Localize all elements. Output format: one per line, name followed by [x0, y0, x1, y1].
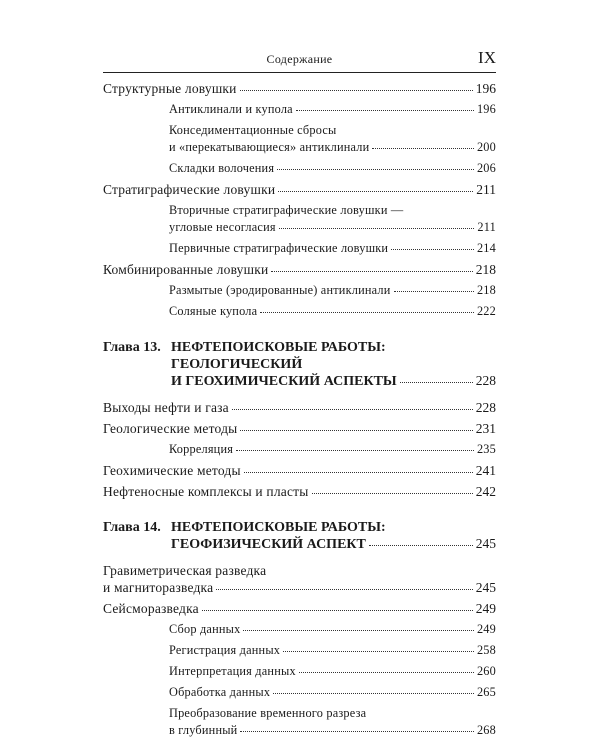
- chapter-title-line: ГЕОЛОГИЧЕСКИЙ: [171, 357, 303, 372]
- dot-leader: [278, 190, 473, 192]
- toc-entry-gravimetric-magnetic[interactable]: [103, 579, 496, 596]
- toc-entry-label-line: Гравиметрическая разведка: [103, 563, 267, 578]
- toc-entry-label: Интерпретация данных: [169, 664, 296, 678]
- dot-leader: [296, 109, 474, 111]
- toc-entry-label: Геологические методы: [103, 421, 238, 436]
- toc-entry-label: Сбор данных: [169, 622, 241, 636]
- toc-entry-seismic-exploration[interactable]: [103, 600, 496, 617]
- dot-leader: [260, 311, 474, 313]
- dot-leader: [400, 382, 473, 383]
- toc-entry-label: Нефтеносные комплексы и пласты: [103, 484, 309, 499]
- toc-entry-page: 214: [476, 241, 496, 255]
- toc-entry-page: 235: [476, 442, 496, 456]
- toc-entry-label: Размытые (эродированные) антиклинали: [169, 283, 391, 297]
- toc-entry-data-processing[interactable]: [103, 684, 496, 701]
- toc-entry-data-recording[interactable]: [103, 642, 496, 659]
- chapter-title: ГЕОФИЗИЧЕСКИЙ АСПЕКТ: [171, 537, 366, 552]
- dot-leader: [240, 730, 473, 732]
- toc-entry-data-acquisition[interactable]: [103, 621, 496, 638]
- chapter-title-line: [103, 519, 496, 536]
- dot-leader: [391, 248, 474, 250]
- chapter-13-heading[interactable]: [103, 339, 496, 390]
- toc-entry-label: Корреляция: [169, 442, 234, 456]
- toc-entry-page: 200: [476, 140, 496, 154]
- toc-entry-drag-folds[interactable]: [103, 160, 496, 177]
- toc-entry-page: 241: [475, 463, 496, 478]
- toc-entry-salt-domes[interactable]: [103, 303, 496, 320]
- toc-entry-label: Стратиграфические ловушки: [103, 182, 276, 197]
- toc-entry-label: Складки волочения: [169, 161, 275, 175]
- toc-entry-page: 258: [476, 643, 496, 657]
- toc-entry-label-line: Вторичные стратиграфические ловушки —: [169, 203, 404, 217]
- toc-entry-label: Соляные купола: [169, 304, 258, 318]
- toc-entry-page: 249: [476, 622, 496, 636]
- toc-entry-label: и «перекатывающиеся» антиклинали: [169, 140, 370, 154]
- toc-entry-anticlines[interactable]: [103, 101, 496, 118]
- toc-entry-correlation[interactable]: [103, 441, 496, 458]
- dot-leader: [369, 545, 473, 546]
- dot-leader: [243, 629, 473, 631]
- dot-leader: [299, 671, 474, 673]
- toc-entry-primary-stratigraphic-traps[interactable]: [103, 240, 496, 257]
- toc-entry-geological-methods[interactable]: [103, 420, 496, 437]
- toc-entry-page: 211: [476, 182, 496, 197]
- dot-leader: [271, 270, 472, 272]
- page-header: [103, 50, 496, 73]
- chapter-number: Глава 14.: [103, 520, 161, 535]
- toc-entry-page: 245: [475, 536, 496, 551]
- toc-entry-page: 242: [475, 484, 496, 499]
- toc-entry-label: Антиклинали и купола: [169, 102, 293, 116]
- toc-entry-page: 206: [476, 161, 496, 175]
- toc-entry-synsedimentary-faults[interactable]: [103, 139, 496, 156]
- toc-entry-page: 245: [475, 580, 496, 595]
- toc-entry-label: Сейсморазведка: [103, 601, 199, 616]
- toc-entry-label-line: Конседиментационные сбросы: [169, 123, 337, 137]
- toc-entry-label: Структурные ловушки: [103, 81, 237, 96]
- toc-entry-oil-bearing-complexes[interactable]: [103, 483, 496, 500]
- chapter-title: НЕФТЕПОИСКОВЫЕ РАБОТЫ:: [171, 340, 386, 355]
- toc-entry-page: 265: [476, 685, 496, 699]
- toc-entry-label: угловые несогласия: [169, 220, 276, 234]
- toc-entry-page: 260: [476, 664, 496, 678]
- dot-leader: [202, 609, 473, 611]
- dot-leader: [240, 429, 472, 431]
- chapter-title-last-line: [103, 536, 496, 553]
- toc-entry-data-interpretation[interactable]: [103, 663, 496, 680]
- toc-entry-page: 211: [477, 220, 496, 234]
- toc-entry-label: Комбинированные ловушки: [103, 262, 269, 277]
- dot-leader: [216, 588, 472, 590]
- toc-entry-label: и магниторазведка: [103, 580, 214, 595]
- toc-entry-page: 231: [475, 421, 496, 436]
- toc-entry-page: 196: [476, 102, 496, 116]
- toc-entry-structural-traps[interactable]: [103, 80, 496, 97]
- toc-entry-page: 249: [475, 601, 496, 616]
- toc-entry-label-line: Преобразование временного разреза: [169, 706, 367, 720]
- toc-entry-geochemical-methods[interactable]: [103, 462, 496, 479]
- toc-entry-stratigraphic-traps[interactable]: [103, 181, 496, 198]
- toc-entry-page: 218: [475, 262, 496, 277]
- dot-leader: [279, 227, 475, 229]
- dot-leader: [312, 492, 473, 494]
- dot-leader: [283, 650, 474, 652]
- dot-leader: [273, 692, 474, 694]
- page-number: IX: [478, 48, 496, 67]
- toc-entry-label: в глубинный: [169, 723, 238, 737]
- toc-entry-angular-unconformities[interactable]: [103, 219, 496, 236]
- toc-entry-label: Регистрация данных: [169, 643, 281, 657]
- toc-entry-page: 218: [476, 283, 496, 297]
- chapter-number: Глава 13.: [103, 340, 161, 355]
- toc-entry-label: Первичные стратиграфические ловушки: [169, 241, 389, 255]
- dot-leader: [394, 290, 474, 292]
- toc-entry-oil-gas-seeps[interactable]: [103, 399, 496, 416]
- toc-entry-page: 222: [476, 304, 496, 318]
- toc-entry-time-to-depth-conversion[interactable]: [103, 722, 496, 739]
- dot-leader: [240, 89, 473, 91]
- dot-leader: [277, 168, 474, 170]
- chapter-title: И ГЕОХИМИЧЕСКИЙ АСПЕКТЫ: [171, 374, 397, 389]
- running-title: Содержание: [266, 52, 333, 66]
- toc-entry-page: 268: [476, 723, 496, 737]
- toc-entry-page: 228: [475, 400, 496, 415]
- chapter-title-line: [103, 339, 496, 356]
- chapter-14-heading[interactable]: [103, 519, 496, 553]
- toc-entry-label: Геохимические методы: [103, 463, 241, 478]
- dot-leader: [372, 147, 474, 149]
- table-of-contents: [103, 80, 496, 739]
- dot-leader: [244, 471, 473, 473]
- dot-leader: [232, 408, 473, 410]
- toc-entry-label: Выходы нефти и газа: [103, 400, 229, 415]
- dot-leader: [236, 449, 474, 451]
- chapter-title: НЕФТЕПОИСКОВЫЕ РАБОТЫ:: [171, 520, 386, 535]
- chapter-title-last-line: [103, 373, 496, 390]
- toc-entry-page: 196: [475, 81, 496, 96]
- toc-entry-label: Обработка данных: [169, 685, 271, 699]
- toc-entry-page: 228: [475, 373, 496, 388]
- toc-entry-eroded-anticlines[interactable]: [103, 282, 496, 299]
- toc-entry-combined-traps[interactable]: [103, 261, 496, 278]
